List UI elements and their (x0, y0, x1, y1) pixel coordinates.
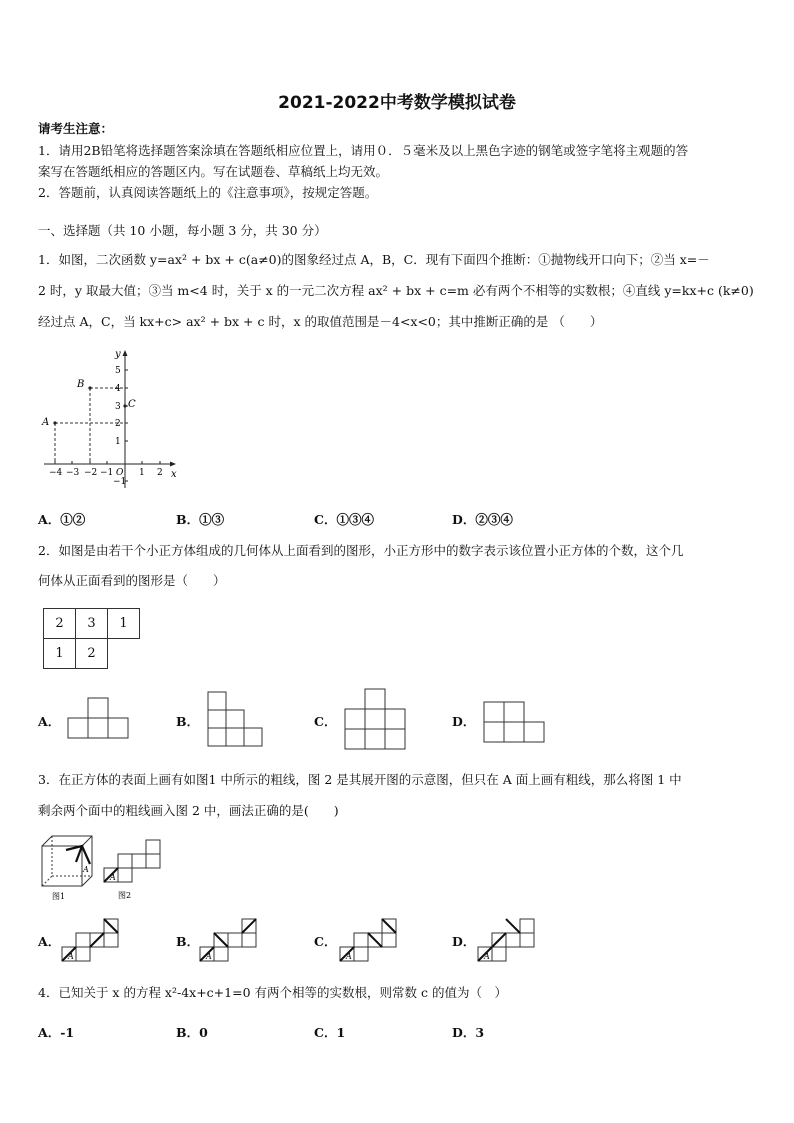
x-tick-neg4: −4 (49, 468, 63, 478)
option-face-label: A (206, 952, 212, 961)
q4-option-a[interactable]: A．-1 (38, 1025, 75, 1040)
y-tick-4: 4 (115, 384, 121, 394)
y-tick-1: 1 (115, 437, 121, 447)
point-b-dot (88, 386, 91, 389)
grid-cell: 2 (76, 639, 108, 669)
q1-option-c[interactable]: C．①③④ (314, 512, 374, 527)
x-axis-arrow (170, 462, 176, 467)
q3-figure-1-cube (38, 832, 98, 902)
notice-line-3: 2．答题前，认真阅读答题纸上的《注意事项》，按规定答题。 (38, 185, 378, 200)
x-tick-neg2: −2 (84, 468, 98, 478)
q2-text-line-1: 2．如图是由若干个小正方体组成的几何体从上面看到的图形，小正方形中的数字表示该位置小正方体的个数，这个几 (38, 543, 684, 558)
q1-option-b[interactable]: B．①③ (176, 512, 225, 527)
notice-heading: 请考生注意： (38, 121, 114, 136)
q3-option-c[interactable]: C． (314, 934, 337, 949)
point-c-dot (123, 404, 126, 407)
y-tick-5: 5 (115, 366, 121, 376)
q2-option-d[interactable]: D． (452, 714, 476, 729)
fig2-face-label: A (110, 873, 116, 882)
origin-label: O (116, 468, 124, 478)
q2-option-a-figure (66, 695, 131, 740)
fig1-caption: 图1 (52, 892, 66, 901)
x-tick-1: 1 (139, 468, 145, 478)
q3-text-line-1: 3．在正方体的表面上画有如图1 中所示的粗线，图 2 是其展开图的示意图，但只在 A 面上画有粗线，那么将图 1 中 (38, 772, 682, 787)
fig1-face-label: A (83, 865, 89, 874)
grid-cell: 2 (44, 609, 76, 639)
q3-option-d[interactable]: D． (452, 934, 476, 949)
q2-option-b[interactable]: B． (176, 714, 200, 729)
option-face-label: A (484, 952, 490, 961)
q4-option-d[interactable]: D．3 (452, 1025, 485, 1040)
q1-text-line-3: 经过点 A，C，当 kx+c> ax² + bx + c 时，x 的取值范围是－4<x<0；其中推断正确的是 （ ） (38, 314, 603, 329)
q3-option-a-figure (60, 917, 122, 965)
q2-option-c[interactable]: C． (314, 714, 337, 729)
y-axis-label: y (115, 349, 121, 360)
q1-text-line-2: 2 时，y 取最大值；③当 m<4 时，关于 x 的一元二次方程 ax² + bx + c=m 必有两个不相等的实数根；④直线 y=kx+c (k≠0) (38, 283, 754, 298)
option-face-label: A (346, 952, 352, 961)
q1-text-line-1: 1．如图，二次函数 y=ax² + bx + c(a≠0)的图象经过点 A，B，C．现有下面四个推断：①抛物线开口向下；②当 x=－ (38, 252, 710, 267)
notice-line-2: 案写在答题纸相应的答题区内。写在试题卷、草稿纸上均无效。 (38, 164, 389, 179)
point-b-label: B (77, 379, 85, 390)
q4-option-c[interactable]: C．1 (314, 1025, 346, 1040)
grid-cell: 1 (44, 639, 76, 669)
q4-option-b[interactable]: B．0 (176, 1025, 208, 1040)
notice-line-1: 1．请用2B铅笔将选择题答案涂填在答题纸相应位置上，请用０．５毫米及以上黑色字迹的钢笔或签字笔将主观题的答 (38, 143, 689, 158)
x-tick-2: 2 (157, 468, 163, 478)
q3-option-b-figure (198, 917, 260, 965)
point-a-label: A (42, 417, 50, 428)
x-tick-neg1: −1 (100, 468, 114, 478)
q2-top-view-grid (43, 608, 140, 669)
option-face-label: A (68, 952, 74, 961)
x-tick-neg3: −3 (66, 468, 80, 478)
q2-option-d-figure (482, 700, 548, 745)
fig2-caption: 图2 (118, 891, 132, 900)
q2-option-c-figure (342, 687, 410, 751)
q1-option-a[interactable]: A．①② (38, 512, 86, 527)
grid-cell: 3 (76, 609, 108, 639)
y-tick-3: 3 (115, 402, 121, 412)
grid-cell: 1 (108, 609, 140, 639)
q2-option-a[interactable]: A． (38, 714, 61, 729)
q4-text-line-1: 4．已知关于 x 的方程 x²-4x+c+1=0 有两个相等的实数根，则常数 c 的值为（ ） (38, 985, 507, 1000)
point-c-label: C (128, 399, 136, 410)
q2-text-line-2: 何体从正面看到的图形是（ ） (38, 573, 226, 588)
y-axis-arrow (123, 350, 128, 356)
q2-option-b-figure (206, 690, 268, 750)
page-title: 2021-2022中考数学模拟试卷 (278, 93, 516, 113)
q3-figure-2-net (102, 838, 164, 902)
q1-option-d[interactable]: D．②③④ (452, 512, 513, 527)
section-heading: 一、选择题（共 10 小题，每小题 3 分，共 30 分） (38, 223, 327, 238)
q1-coordinate-graph (36, 345, 186, 490)
y-tick-2: 2 (115, 419, 121, 429)
q3-option-a[interactable]: A． (38, 934, 61, 949)
q3-text-line-2: 剩余两个面中的粗线画入图 2 中，画法正确的是( ) (38, 803, 339, 818)
grid-cell-empty (108, 639, 140, 669)
point-a-dot (53, 421, 56, 424)
q3-option-c-figure (338, 917, 400, 965)
q3-option-b[interactable]: B． (176, 934, 200, 949)
q3-option-d-figure (476, 917, 538, 965)
y-tick-neg1: −1 (113, 477, 127, 487)
x-axis-label: x (171, 469, 177, 480)
